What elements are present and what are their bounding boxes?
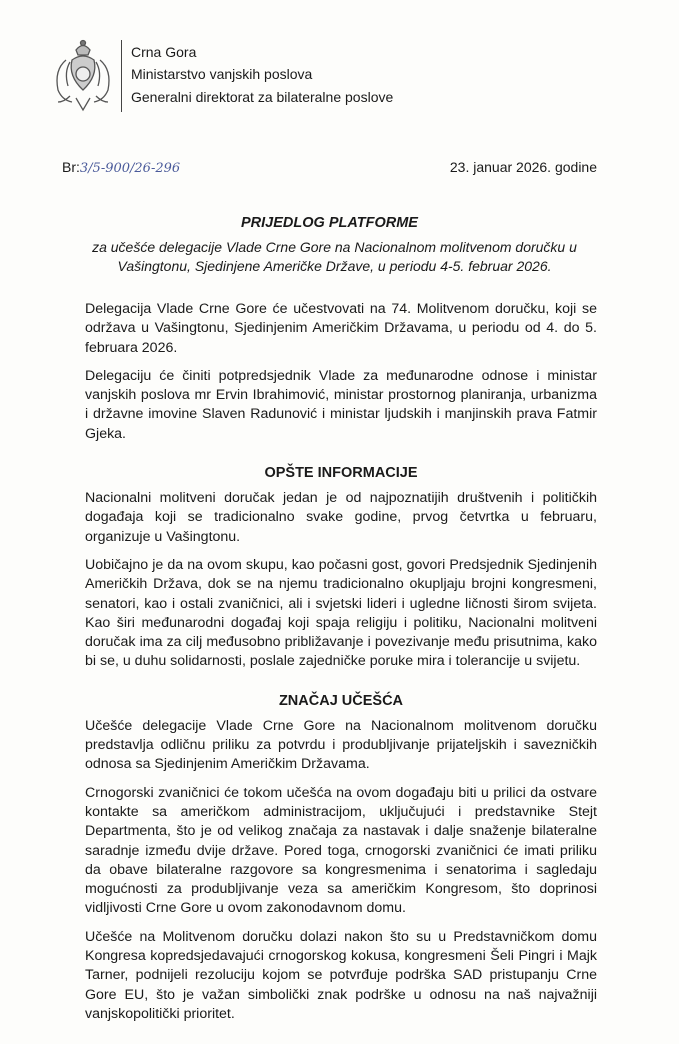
coat-of-arms-logo	[52, 38, 114, 112]
header-country: Crna Gora	[131, 44, 197, 60]
document-subtitle: za učešće delegacije Vlade Crne Gore na Nacionalnom molitvenom doručku u Vašingtonu, Sjedinjene Američke Države, u periodu 4-5. februar 2026.	[92, 239, 577, 274]
intro-paragraph: Delegaciju će činiti potpredsjednik Vlade za međunarodne odnose i ministar vanjskih poslova mr Ervin Ibrahimović, ministar prostornog planiranja, urbanizma i državne imovine Slaven Radunović i ministar ljudskih i manjinskih prava Fatmir Gjeka.	[85, 367, 597, 442]
header-directorate: Generalni direktorat za bilateralne poslove	[131, 89, 394, 105]
handwritten-reference: 3/5-900/26-296	[79, 161, 181, 176]
reference-number	[62, 158, 180, 178]
document-date: 23. januar 2026. godine	[449, 159, 597, 175]
section-heading: ZNAČAJ UČEŠĆA	[278, 692, 404, 709]
section-paragraph: Crnogorski zvaničnici će tokom učešća na ovom događaju biti u prilici da ostvare kontakte sa američkom administracijom, uključujući i predstavnike Stejt Departmenta, što je od velikog značaja za nastavak i dalje snaženje bilateralne saradnje između dvije države. Pored toga, crnogorski zvaničnici će imati priliku da obave bilateralne razgovore sa kongresmenima i senatorima i sagledaju mogućnosti za produbljivanje veza sa američkim Kongresom, što doprinosi vidljivosti Crne Gore u ovom zakonodavnom domu.	[85, 784, 597, 917]
reference-label: Br:	[62, 159, 80, 175]
section-paragraph: Uobičajno je da na ovom skupu, kao počasni gost, govori Predsjednik Sjedinjenih Američkih Država, dok se na njemu tradicionalno okupljaju brojni kongresmeni, senatori, kao i ostali zvaničnici, ali i svjetski lideri i ugledne ličnosti širom svijeta. Kao širi međunarodni događaj koji spaja religiju i politiku, Nacionalni molitveni doručak ima za cilj međusobno približavanje i povezivanje među prisutnima, kako bi se, u duhu solidarnosti, poslale zajedničke poruke mira i tolerancije u svijetu.	[85, 556, 597, 670]
section-paragraph: Nacionalni molitveni doručak jedan je od najpoznatijih društvenih i političkih događaja koji se tradicionalno svake godine, prvog četvrtka u februaru, organizuje u Vašingtonu.	[85, 490, 597, 545]
document-title: PRIJEDLOG PLATFORME	[241, 215, 418, 231]
section-heading: OPŠTE INFORMACIJE	[264, 465, 418, 482]
section-paragraph: Učešće na Molitvenom doručku dolazi nakon što su u Predstavničkom domu Kongresa kopredsjedavajući crnogorskog kokusa, kongresmeni Šeli Pingri i Majk Tarner, podnijeli rezoluciju kojom se potvrđuje podrška SAD pristupanju Crne Gore EU, što je važan simbolički znak podrške u odnosu na naš najvažniji vanjskopolitički prioritet.	[85, 928, 597, 1022]
intro-paragraph: Delegacija Vlade Crne Gore će učestvovati na 74. Molitvenom doručku, koji se održava u Vašingtonu, Sjedinjenim Američkim Državama, u periodu od 4. do 5. februara 2026.	[85, 301, 597, 356]
reference-row	[62, 158, 597, 178]
header-ministry: Ministarstvo vanjskih poslova	[131, 66, 313, 82]
section-paragraph: Učešće delegacije Vlade Crne Gore na Nacionalnom molitvenom doručku predstavlja odličnu priliku za potvrdu i produbljivanje prijateljskih i savezničkih odnosa sa Sjedinjenim Američkim Državama.	[85, 717, 597, 773]
header-divider	[121, 40, 122, 112]
